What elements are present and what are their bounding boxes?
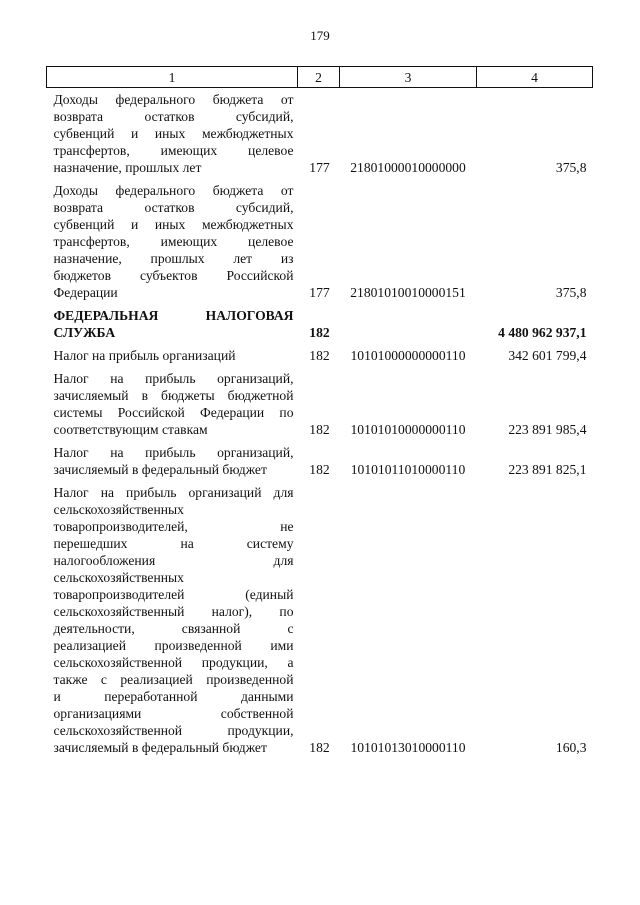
column-header-3: 3 [340, 67, 477, 88]
row-name-line: перешедших на систему [53, 536, 294, 551]
row-name-line: зачисляемый в федеральный бюджет [53, 462, 267, 477]
row-admin-code: 182 [309, 740, 330, 755]
row-name-line: Налог на прибыль организаций для [53, 485, 294, 500]
row-name [47, 179, 298, 304]
row-amount: 223 891 825,1 [508, 462, 587, 477]
row-name-line: Налог на прибыль организаций, [53, 445, 294, 460]
row-budget-code [340, 304, 477, 344]
table-row [47, 481, 593, 759]
row-name-line: зачисляемый в федеральный бюджет [53, 740, 267, 755]
row-name [47, 367, 298, 441]
row-name-line: также с реализацией произведенной [53, 672, 294, 687]
row-name-line: возврата остатков субсидий, [53, 200, 294, 215]
row-admin-code: 182 [309, 325, 330, 340]
row-name-line: товаропроизводителей, не [53, 519, 294, 534]
header-row [47, 67, 593, 88]
row-name [47, 441, 298, 481]
row-budget-code: 10101013010000110 [350, 740, 466, 755]
row-name-line: СЛУЖБА [53, 325, 116, 340]
row-name-line: субвенций и иных межбюджетных [53, 126, 294, 141]
row-name-line: сельскохозяйственной продукции, а [53, 655, 294, 670]
row-name-line: и переработанной данными [53, 689, 294, 704]
row-admin-code: 177 [309, 160, 330, 175]
row-name-line: реализацией произведенной ими [53, 638, 294, 653]
row-name [47, 344, 298, 367]
row-amount: 223 891 985,4 [508, 422, 587, 437]
row-name-line: сельскохозяйственной продукции, [53, 723, 294, 738]
row-name-line: сельскохозяйственных [53, 502, 184, 517]
row-amount: 375,8 [555, 285, 587, 300]
row-admin-code: 182 [309, 422, 330, 437]
table-row [47, 88, 593, 180]
row-amount: 160,3 [555, 740, 587, 755]
row-name-line: системы Российской Федерации по [53, 405, 294, 420]
row-budget-code: 10101010000000110 [350, 422, 466, 437]
row-name [47, 304, 298, 344]
row-name-line: субвенций и иных межбюджетных [53, 217, 294, 232]
column-header-4: 4 [477, 67, 593, 88]
column-header-2: 2 [298, 67, 340, 88]
row-name-line: Федерации [53, 285, 118, 300]
row-budget-code: 10101000000000110 [350, 348, 466, 363]
table-row [47, 367, 593, 441]
column-header-1: 1 [47, 67, 298, 88]
row-amount: 375,8 [555, 160, 587, 175]
row-name-line: сельскохозяйственный налог), по [53, 604, 294, 619]
row-name-line: товаропроизводителей (единый [53, 587, 294, 602]
row-name-line: трансфертов, имеющих целевое [53, 143, 294, 158]
row-name-line: налогообложения для [53, 553, 294, 568]
row-name-line: Налог на прибыль организаций, [53, 371, 294, 386]
row-budget-code: 21801010010000151 [350, 285, 466, 300]
row-admin-code: 182 [309, 348, 330, 363]
row-name [47, 88, 298, 180]
row-name-line: сельскохозяйственных [53, 570, 184, 585]
row-name-line: соответствующим ставкам [53, 422, 208, 437]
table-row [47, 179, 593, 304]
row-name-line: организациями собственной [53, 706, 294, 721]
row-name-line: деятельности, связанной с [53, 621, 294, 636]
table-row [47, 441, 593, 481]
budget-revenue-table [46, 66, 593, 759]
row-admin-code: 177 [309, 285, 330, 300]
row-amount: 342 601 799,4 [508, 348, 587, 363]
row-name-line: Налог на прибыль организаций [53, 348, 236, 363]
row-name-line: назначение, прошлых лет [53, 160, 202, 175]
row-name-line: зачисляемый в бюджеты бюджетной [53, 388, 294, 403]
row-name-line: Доходы федерального бюджета от [53, 183, 294, 198]
row-name-line: трансфертов, имеющих целевое [53, 234, 294, 249]
table-body [47, 88, 593, 760]
row-admin-code: 182 [309, 462, 330, 477]
row-name-line: бюджетов субъектов Российской [53, 268, 294, 283]
table-row [47, 344, 593, 367]
row-amount: 4 480 962 937,1 [498, 325, 587, 340]
table-header [47, 67, 593, 88]
row-budget-code: 21801000010000000 [350, 160, 466, 175]
row-name-line: Доходы федерального бюджета от [53, 92, 294, 107]
row-name-line: назначение, прошлых лет из [53, 251, 294, 266]
row-name [47, 481, 298, 759]
row-name-line: ФЕДЕРАЛЬНАЯ НАЛОГОВАЯ [53, 308, 294, 323]
row-budget-code: 10101011010000110 [350, 462, 466, 477]
page-number: 179 [310, 28, 330, 43]
table-row [47, 304, 593, 344]
row-name-line: возврата остатков субсидий, [53, 109, 294, 124]
